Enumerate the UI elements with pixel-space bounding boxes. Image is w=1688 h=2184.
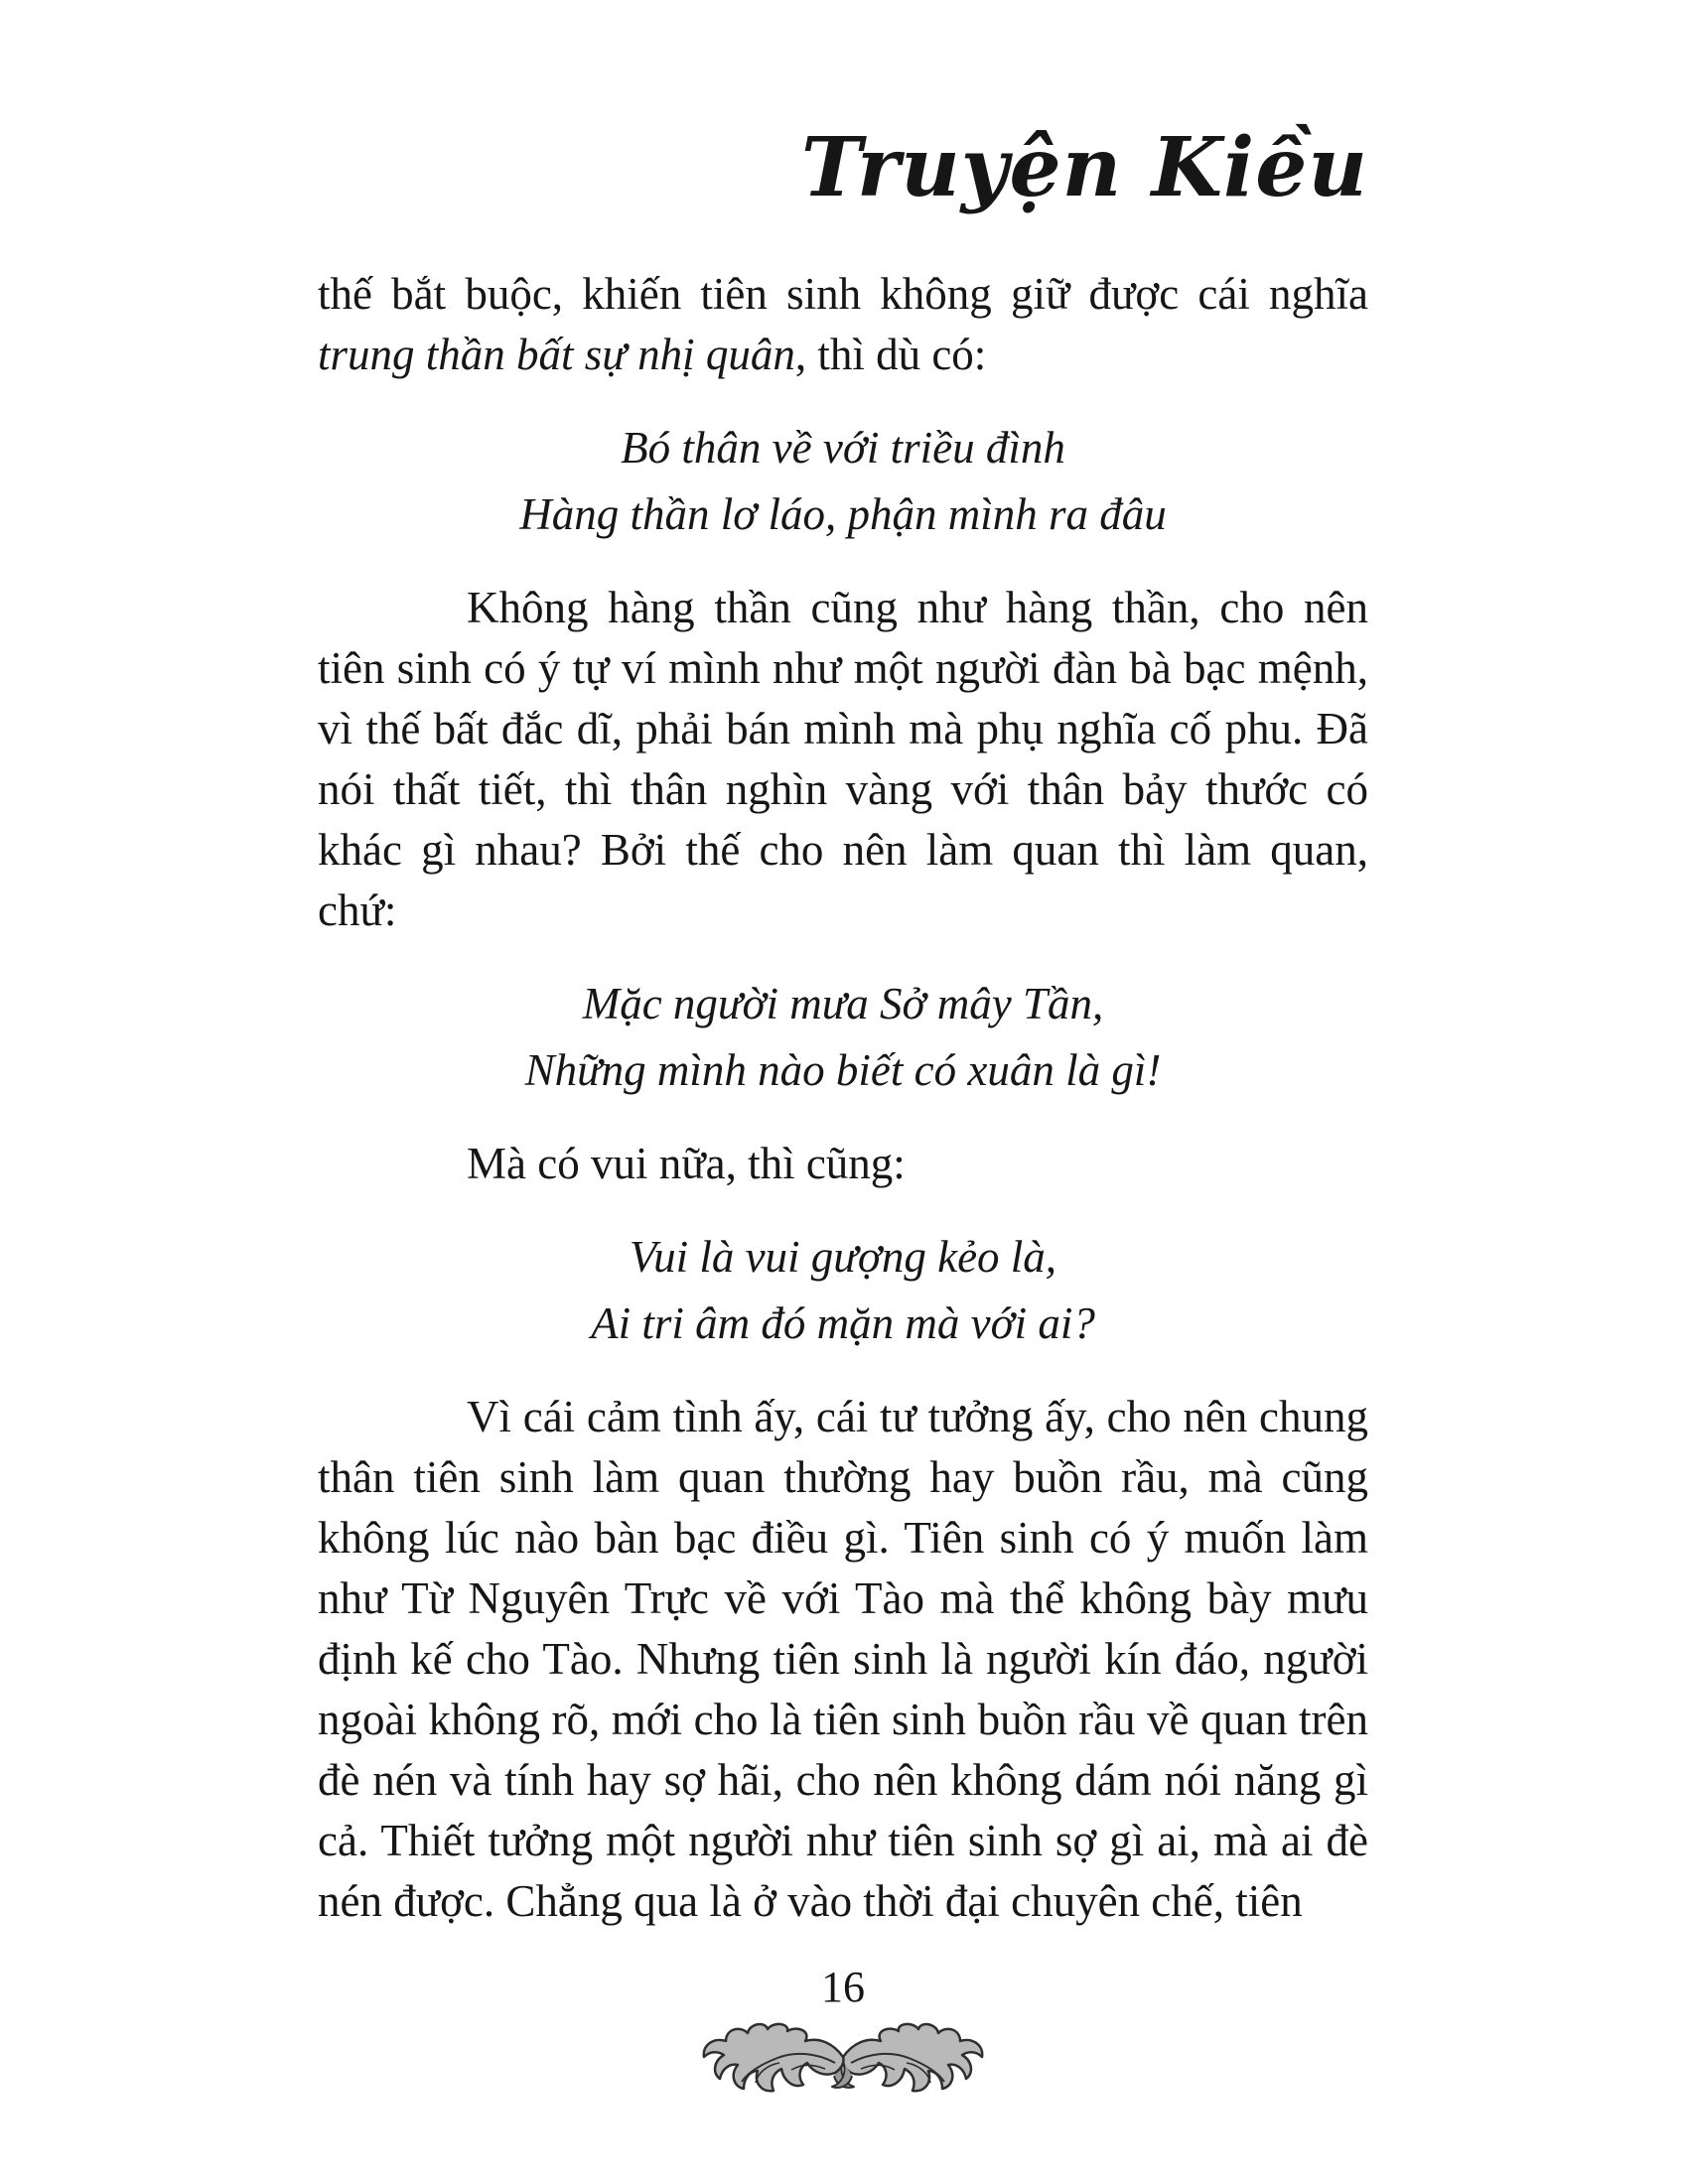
paragraph: Vì cái cảm tình ấy, cái tư tưởng ấy, cho nên chung thân tiên sinh làm quan thường hay buồn rầu, mà cũng không lúc nào bàn bạc điều gì. Tiên sinh có ý muốn làm như Từ Nguyên Trực về với Tào mà thể không bày mưu định kế cho Tào. Nhưng tiên sinh là người kín đáo, người ngoài không rõ, mới cho là tiên sinh buồn rầu về quan trên đè nén và tính hay sợ hãi, cho nên không dám nói năng gì cả. Thiết tưởng một người như tiên sinh sợ gì ai, mà ai đè nén được. Chẳng qua là ở vào thời đại chuyên chế, tiên (318, 1392, 1368, 1926)
verse-line: Bó thân về với triều đình (621, 423, 1065, 473)
paragraph-text: thế bắt buộc, khiến tiên sinh không giữ được cái nghĩa (318, 269, 1368, 319)
paragraph: Mà có vui nữa, thì cũng: (467, 1139, 906, 1188)
acanthus-flourish-icon (694, 2017, 992, 2101)
book-title: Truyện Kiều (800, 120, 1368, 215)
verse-line: Mặc người mưa Sở mây Tần, (582, 979, 1104, 1028)
page-number: 16 (821, 1963, 865, 2011)
paragraph-text: , thì dù có: (794, 330, 987, 379)
verse-line: Những mình nào biết có xuân là gì! (524, 1045, 1162, 1095)
verse-line: Hàng thần lơ láo, phận mình ra đâu (519, 489, 1167, 539)
paragraph: Không hàng thần cũng như hàng thần, cho nên tiên sinh có ý tự ví mình như một người đàn bà bạc mệnh, vì thế bất đắc dĩ, phải bán mình mà phụ nghĩa cố phu. Đã nói thất tiết, thì thân nghìn vàng với thân bảy thước có khác gì nhau? Bởi thế cho nên làm quan thì làm quan, chứ: (318, 583, 1368, 935)
text-column (318, 0, 1368, 1932)
verse-block (318, 415, 1368, 548)
paragraph-continuation (318, 264, 1368, 385)
verse-line: Vui là vui gượng kẻo là, (629, 1232, 1057, 1282)
page-footer (318, 1964, 1368, 2106)
verse-block (318, 971, 1368, 1104)
verse-block (318, 1224, 1368, 1357)
quoted-phrase: trung thần bất sự nhị quân (318, 330, 795, 379)
verse-line: Ai tri âm đó mặn mà với ai? (591, 1298, 1095, 1348)
